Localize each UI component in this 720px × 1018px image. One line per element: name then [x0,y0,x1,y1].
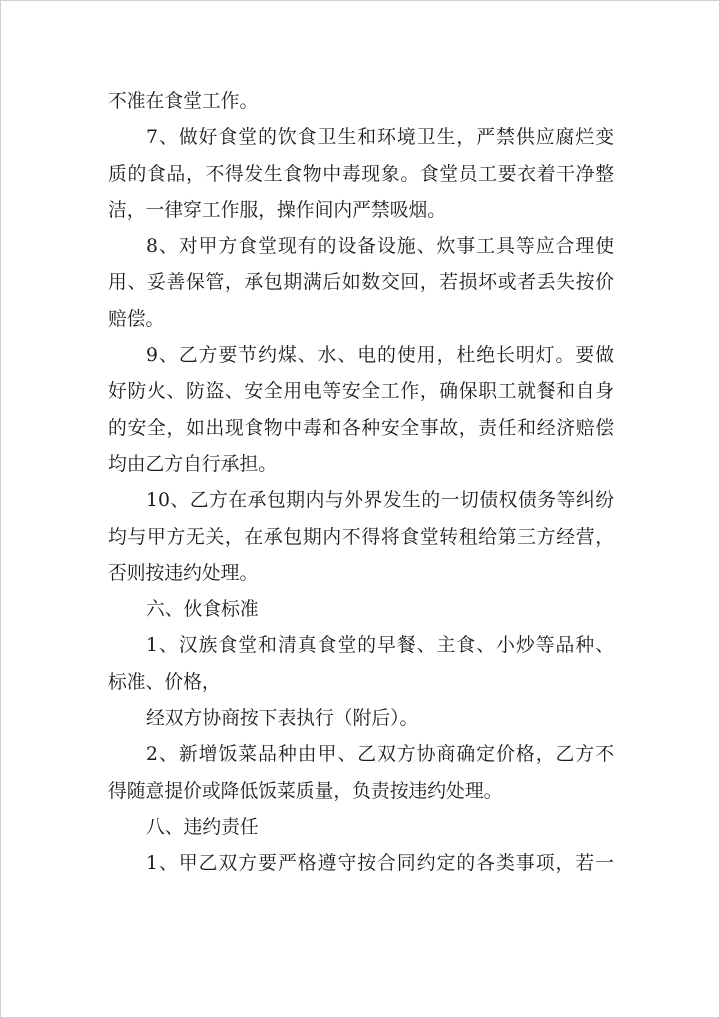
text-line: 标准、价格， [108,671,221,693]
text-line: 好防火、防盗、安全用电等安全工作，确保职工就餐和自身 [108,381,614,403]
text-line: 1、汉族食堂和清真食堂的早餐、主食、小炒等品种、 [146,635,614,657]
text-line: 质的食品，不得发生食物中毒现象。食堂员工要衣着干净整 [108,163,614,185]
text-line: 8、对甲方食堂现有的设备设施、炊事工具等应合理使 [146,236,614,258]
text-line: 1、甲乙双方要严格遵守按合同约定的各类事项，若一 [146,853,614,875]
text-line: 均与甲方无关，在承包期内不得将食堂转租给第三方经营， [108,526,614,548]
text-line: 赔偿。 [108,308,165,330]
text-line: 用、妥善保管，承包期满后如数交回，若损坏或者丢失按价 [108,272,614,294]
text-line: 9、乙方要节约煤、水、电的使用，杜绝长明灯。要做 [146,345,614,367]
text-line: 的安全，如出现食物中毒和各种安全事故，责任和经济赔偿 [108,417,614,439]
text-line: 均由乙方自行承担。 [108,453,278,475]
document-body [108,84,614,883]
text-line: 六、伙食标准 [146,599,259,621]
text-line: 10、乙方在承包期内与外界发生的一切债权债务等纠纷 [146,490,614,512]
text-line: 洁，一律穿工作服，操作间内严禁吸烟。 [108,199,447,221]
text-line: 经双方协商按下表执行（附后）。 [146,708,419,730]
text-line: 得随意提价或降低饭菜质量，负责按违约处理。 [108,780,503,802]
text-line: 不准在食堂工作。 [108,91,259,112]
text-line: 2、新增饭菜品种由甲、乙双方协商确定价格，乙方不 [146,744,614,766]
text-line: 7、做好食堂的饮食卫生和环境卫生，严禁供应腐烂变 [146,127,614,149]
text-line: 八、违约责任 [146,816,259,838]
text-line: 否则按违约处理。 [108,562,259,584]
